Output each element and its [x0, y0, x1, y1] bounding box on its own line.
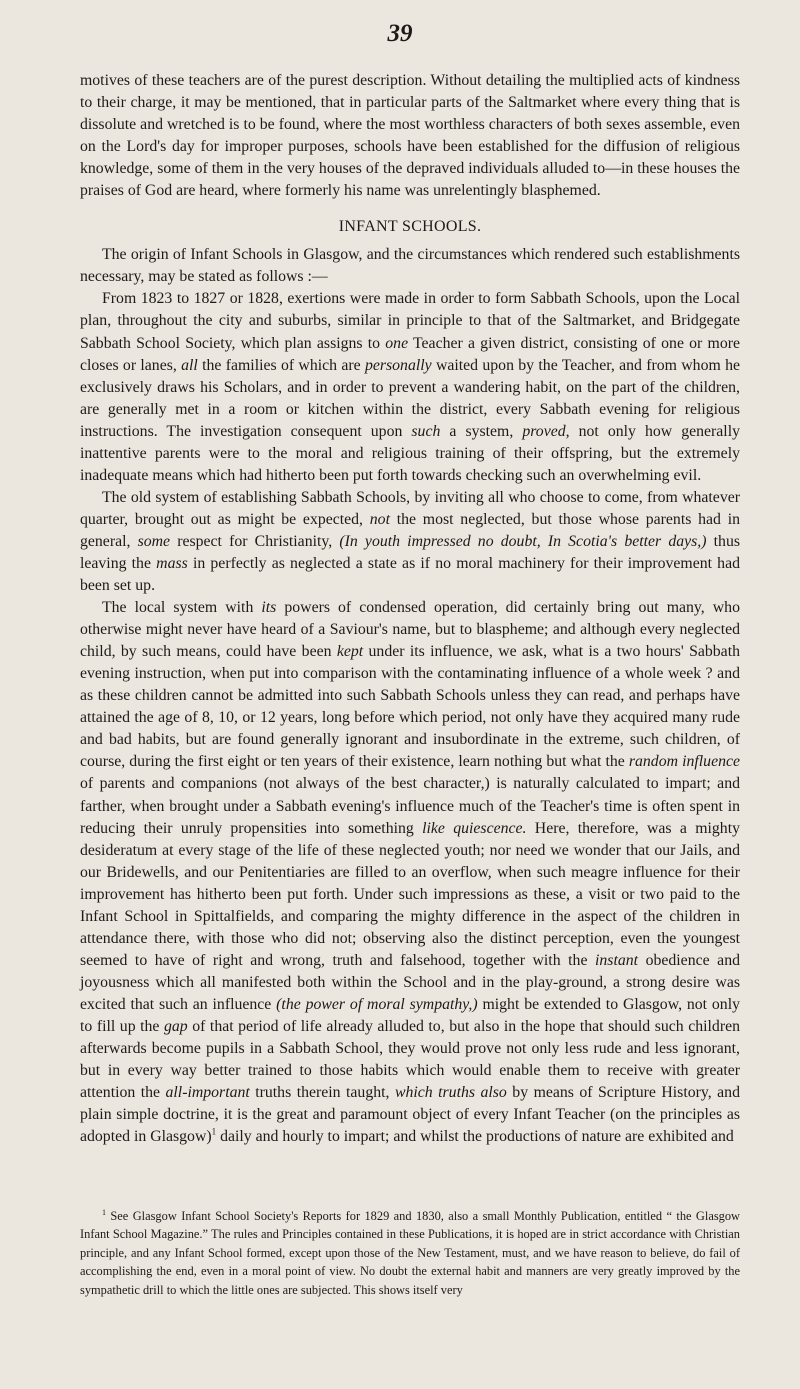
footnote-marker: 1 — [211, 1126, 217, 1137]
section-heading: INFANT SCHOOLS. — [338, 218, 482, 236]
paragraph-1: motives of these teachers are of the purest description. Without detailing the multiplied acts of kindness to their charge, it may be mentioned, that in particular parts of the Saltmarket where every thing that is dissolute and wretched is to be found, where the most worthless characters of both sexes assemble, even on the Lord's day for improper purposes, schools have been established for the diffusion of religious knowledge, some of them in the very houses of the depraved individuals alluded to—in these houses the praises of God are heard, where formerly his name was unrelentingly blasphemed. — [80, 72, 740, 200]
footnote-number: 1 — [102, 1207, 106, 1217]
paragraph-5: The local system with its powers of condensed operation, did certainly bring out many, who otherwise might never have heard of a Saviour's name, but to blaspheme; and although every neglected child, by such means, could have been kept under its influence, we ask, what is a two hours' Sabbath evening instruction, when put into comparison with the contaminating influence of a whole week ? and as these children cannot be admitted into such Sabbath Schools unless they can read, and perhaps have attained the age of 8, 10, or 12 years, long before which period, not only have they acquired many rude and bad habits, but are found generally ignorant and insubordinate in the extreme, such children, of course, during the first eight or ten years of their existence, learn nothing but what the random influence of parents and companions (not always of the best character,) is naturally calculated to impart; and farther, when brought under a Sabbath evening's influence much of the Teacher's time is often spent in reducing their unruly propensities into something like quiescence. Here, therefore, was a mighty desideratum at every stage of the life of these neglected youth; nor need we wonder that our Jails, and our Bridewells, and our Penitentiaries are filled to an overflow, when such meagre influence for their improvement has hitherto been put forth. Under such impressions as these, a visit or two paid to the Infant School in Spittalfields, and comparing the mighty difference in the aspect of the children in attendance there, with those who did not; observing also the distinct perception, even the youngest seemed to have of right and wrong, truth and falsehood, together with the instant obedience and joyousness which all manifested both within the School and in the play-ground, a strong desire was excited that such an influence (the power of moral sympathy,) might be extended to Glasgow, not only to fill up the gap of that period of life already alluded to, but also in the hope that should such children afterwards become pupils in a Sabbath School, they would prove not only less rude and less ignorant, but in every way better trained to those habits which would enable them to receive with greater attention the all-important truths therein taught, which truths also by means of Scripture History, and plain simple doctrine, it is the great and paramount object of every Infant Teacher (on the principles as adopted in Glasgow)$^1$ daily and hourly to impart; and whilst the productions of nature are exhibited and — [80, 599, 740, 1146]
paragraph-3: From 1823 to 1827 or 1828, exertions were made in order to form Sabbath Schools, upon the Local plan, throughout the city and suburbs, similar in principle to that of the Saltmarket, and Bridgegate Sabbath School Society, which plan assigns to one Teacher a given district, consisting of one or more closes or lanes, all the families of which are personally waited upon by the Teacher, and from whom he exclusively draws his Scholars, and in order to prevent a wandering habit, on the part of the children, are generally met in a room or kitchen within the district, every Sabbath evening for religious instructions. The investigation consequent upon such a system, proved, not only how generally inattentive parents were to the moral and religious training of their offspring, but the extremely inadequate means which had hitherto been put forth towards checking such an overwhelming evil. — [80, 290, 740, 484]
paragraph-4: The old system of establishing Sabbath Schools, by inviting all who choose to come, from whatever quarter, brought out as might be expected, not the most neglected, but those whose parents had in general, some respect for Christianity, (In youth impressed no doubt, In Scotia's better days,) thus leaving the mass in perfectly as neglected a state as if no moral machinery for their improvement had been set up. — [80, 488, 740, 595]
footnote: $^1$ See Glasgow Infant School Society's Reports for 1829 and 1830, also a small Monthly Publication, entitled “ the Glasgow Infant School Magazine.” The rules and Principles contained in these Publications, it is hoped are in strict accordance with Christian principle, and any Infant School formed, except upon those of the New Testament, must, and we have reason to believe, do fail of accomplishing the end, even in a moral point of view. No doubt the external habit and manners are very greatly improved by the sympathetic drill to which the little ones are subjected. This shows itself very — [80, 1207, 740, 1297]
page-number: 39 — [387, 20, 413, 47]
body-text — [80, 70, 740, 1148]
paragraph-2: The origin of Infant Schools in Glasgow, and the circumstances which rendered such establishments necessary, may be stated as follows :— — [80, 246, 740, 286]
